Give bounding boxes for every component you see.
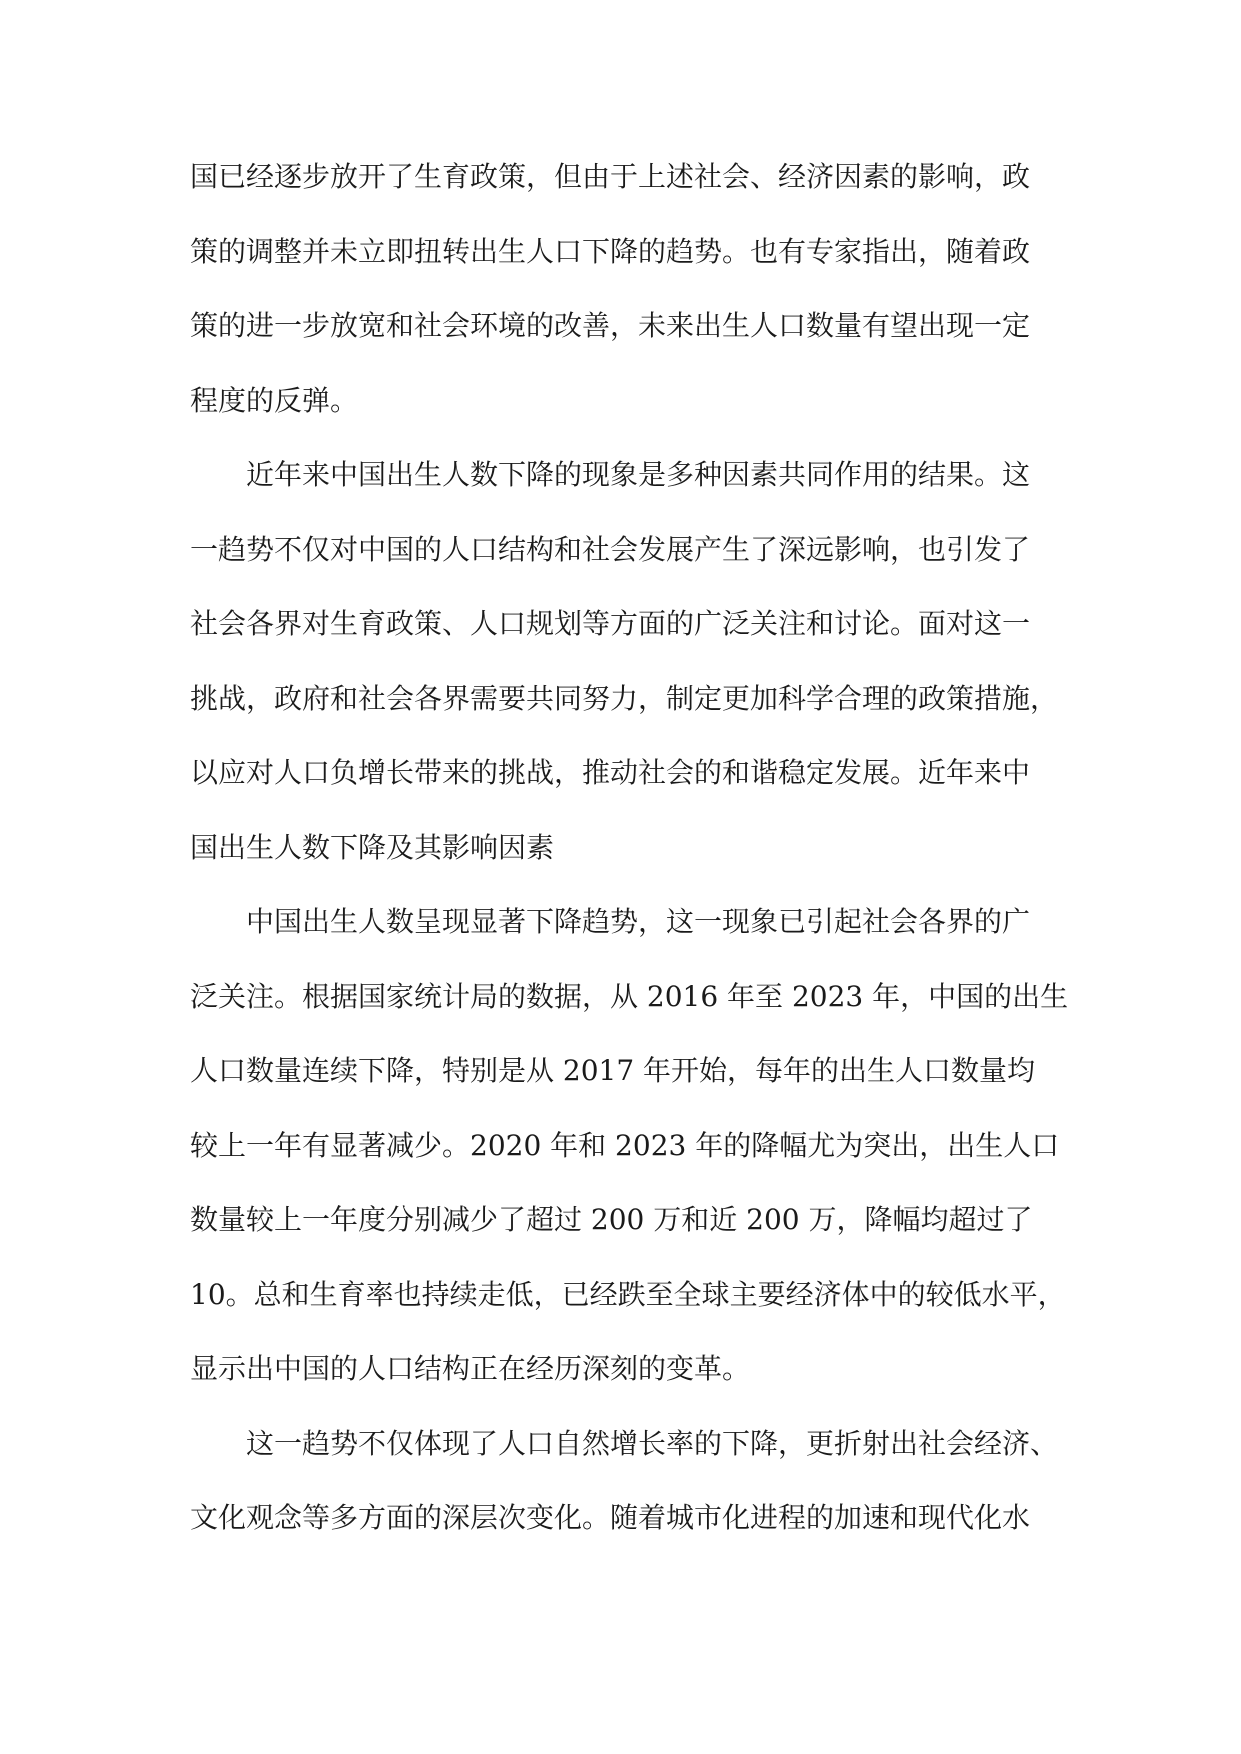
- text-line: 10。总和生育率也持续走低，已经跌至全球主要经济体中的较低水平，: [190, 1277, 1066, 1311]
- text-line: 策的调整并未立即扭转出生人口下降的趋势。也有专家指出，随着政: [190, 234, 1031, 268]
- paragraph-first-line: 中国出生人数呈现显著下降趋势，这一现象已引起社会各界的广: [246, 905, 1031, 938]
- text-line: 挑战，政府和社会各界需要共同努力，制定更加科学合理的政策措施，: [190, 681, 1059, 715]
- text-line: 程度的反弹。: [190, 383, 359, 417]
- paragraph-first-line: 这一趋势不仅体现了人口自然增长率的下降，更折射出社会经济、: [246, 1426, 1059, 1460]
- text-line: 国已经逐步放开了生育政策，但由于上述社会、经济因素的影响，政: [190, 160, 1031, 193]
- text-line: 社会各界对生育政策、人口规划等方面的广泛关注和讨论。面对这一: [190, 607, 1031, 640]
- text-line: 较上一年有显著减少。2020 年和 2023 年的降幅尤为突出，出生人口: [190, 1128, 1060, 1162]
- text-line: 一趋势不仅对中国的人口结构和社会发展产生了深远影响，也引发了: [190, 532, 1031, 566]
- body-text: [190, 140, 1069, 1556]
- text-line: 人口数量连续下降，特别是从 2017 年开始，每年的出生人口数量均: [190, 1054, 1036, 1087]
- text-line: 以应对人口负增长带来的挑战，推动社会的和谐稳定发展。近年来中: [190, 756, 1031, 789]
- text-line: 策的进一步放宽和社会环境的改善，未来出生人口数量有望出现一定: [190, 309, 1031, 342]
- text-line: 泛关注。根据国家统计局的数据，从 2016 年至 2023 年，中国的出生: [190, 979, 1069, 1013]
- text-line: 显示出中国的人口结构正在经历深刻的变革。: [190, 1352, 751, 1385]
- paragraph-first-line: 近年来中国出生人数下降的现象是多种因素共同作用的结果。这: [246, 458, 1031, 491]
- text-line: 文化观念等多方面的深层次变化。随着城市化进程的加速和现代化水: [190, 1501, 1031, 1534]
- text-line: 数量较上一年度分别减少了超过 200 万和近 200 万，降幅均超过了: [190, 1203, 1033, 1236]
- text-line: 国出生人数下降及其影响因素: [190, 830, 555, 864]
